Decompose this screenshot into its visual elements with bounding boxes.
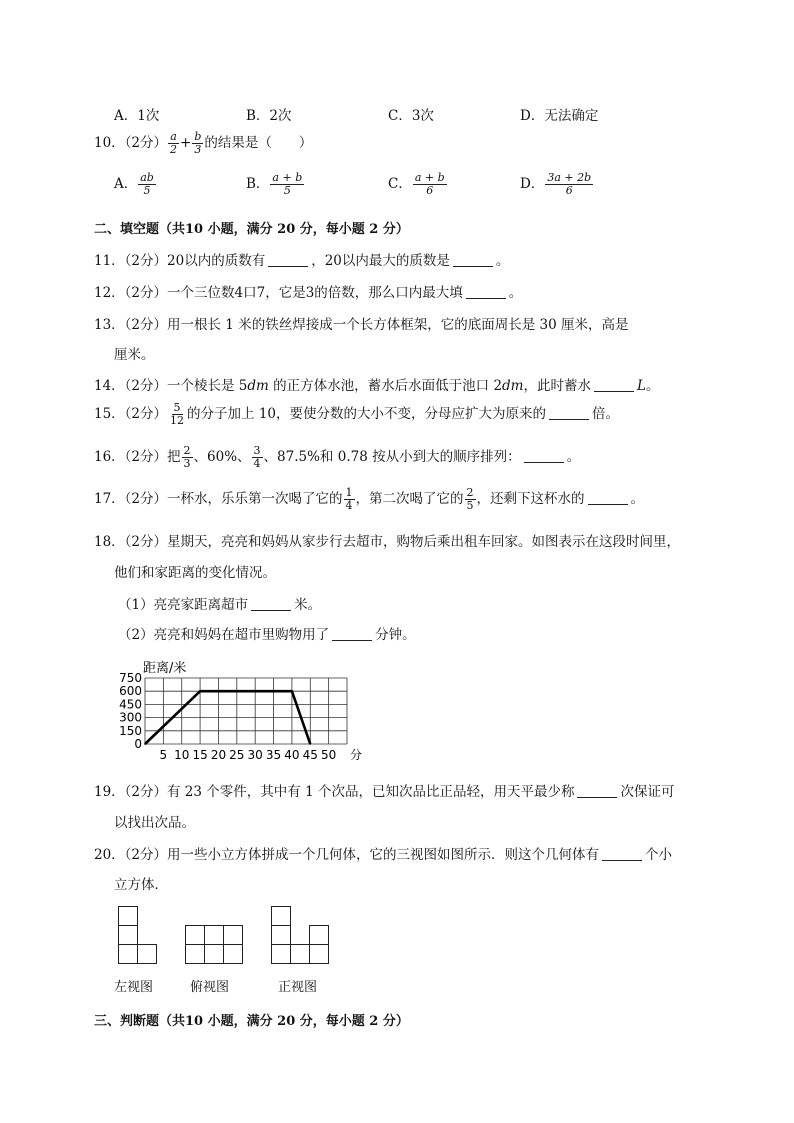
- question-16: 16．（2分）把 $\frac{2}{3}$ 、60%、 $\frac{3}{4}$ 、87.5%和 0.78 按从小到大的顺序排列： 。: [94, 444, 581, 470]
- x-tick-label: 35: [265, 748, 282, 762]
- q11-blank-2[interactable]: [453, 252, 493, 267]
- x-tick-label: 15: [192, 748, 208, 762]
- question-20-line-2: 立方体．: [114, 877, 168, 893]
- question-14: 14．（2分）一个棱长是 5dm 的正方体水池，蓄水后水面低于池口 2dm，此时蓄水 L。: [94, 378, 660, 394]
- q10-plus: +: [180, 135, 192, 151]
- left-view-label: 左视图: [114, 980, 154, 995]
- x-tick-label: 50: [320, 748, 337, 762]
- q12-blank[interactable]: [466, 284, 506, 299]
- q15-blank[interactable]: [549, 405, 589, 420]
- series-point: [291, 690, 293, 692]
- y-tick-label: 750: [119, 671, 142, 685]
- question-20-line-1: 20．（2分）用一些小立方体拼成一个几何体，它的三视图如图所示．则这个几何体有 个小: [94, 847, 673, 863]
- y-tick-label: 600: [119, 684, 142, 699]
- q10-frac-1: $\frac{a}{2}$: [170, 130, 178, 156]
- q20-blank[interactable]: [602, 846, 642, 861]
- q16-blank[interactable]: [524, 448, 564, 463]
- series-point: [144, 743, 146, 745]
- q17-blank[interactable]: [588, 490, 628, 505]
- left-view-figure: [118, 906, 158, 966]
- q10-frac-2: $\frac{b}{3}$: [194, 130, 202, 156]
- q9-option-a: A．1次: [114, 108, 160, 124]
- question-18-sub-2: （2）亮亮和妈妈在超市里购物用了 分钟。: [118, 627, 416, 643]
- q10-option-d: D． $\frac{3a + 2b}{6}$: [520, 171, 592, 197]
- x-tick-label: 10: [174, 748, 190, 762]
- y-axis-label: 距离/米: [143, 661, 187, 676]
- question-17: 17．（2分）一杯水，乐乐第一次喝了它的 $\frac{1}{4}$ ，第二次喝了它的 $\frac{2}{5}$ ，还剩下这杯水的 。: [94, 486, 645, 512]
- x-tick-label: 20: [210, 748, 227, 762]
- y-tick-label: 150: [119, 723, 142, 738]
- distance-time-chart: [110, 656, 363, 768]
- x-tick-label: 40: [284, 748, 300, 762]
- q10-score: （2分）: [124, 135, 168, 151]
- question-10: [94, 131, 312, 156]
- x-tick-label: 45: [302, 748, 318, 762]
- front-view-label: 正视图: [278, 980, 318, 995]
- q11-blank-1[interactable]: [268, 252, 308, 267]
- q10-option-a: A． $\frac{ab}{5}$: [114, 171, 154, 197]
- series-point: [199, 690, 201, 692]
- y-tick-label: 450: [119, 697, 142, 712]
- q14-blank[interactable]: [594, 377, 634, 392]
- question-18-line-2: 他们和家距离的变化情况。: [114, 565, 276, 581]
- x-tick-label: 5: [159, 748, 168, 762]
- question-11: 11．（2分）20以内的质数有 ，20以内最大的质数是 。: [94, 253, 510, 269]
- q9-option-d: D．无法确定: [520, 108, 599, 124]
- question-19-line-2: 以找出次品。: [114, 815, 195, 831]
- question-19-line-1: 19．（2分）有 23 个零件，其中有 1 个次品，已知次品比正品轻，用天平最少称 次保证可: [94, 784, 675, 800]
- q9-option-b: B．2次: [246, 108, 292, 124]
- q10-text: 的结果是（ ）: [204, 135, 313, 151]
- question-18-line-1: 18．（2分）星期天，亮亮和妈妈从家步行去超市，购物后乘出租车回家。如图表示在这段时间里，: [94, 534, 681, 550]
- x-tick-label: 25: [229, 748, 245, 762]
- q19-blank[interactable]: [577, 783, 617, 798]
- section-2-heading: 二、填空题（共10 小题，满分 20 分，每小题 2 分）: [94, 222, 409, 237]
- x-axis-label: 分: [350, 748, 363, 762]
- q10-option-b: B． $\frac{a + b}{5}$: [246, 171, 303, 197]
- q18-blank-2[interactable]: [332, 626, 372, 641]
- question-12: 12．（2分）一个三位数4口7，它是3的倍数，那么口内最大填 。: [94, 285, 523, 301]
- question-13-line-2: 厘米。: [114, 347, 155, 363]
- y-tick-label: 0: [134, 737, 142, 751]
- x-tick-label: 30: [247, 748, 263, 762]
- section-3-heading: 三、判断题（共10 小题，满分 20 分，每小题 2 分）: [94, 1014, 409, 1029]
- q10-option-c: C． $\frac{a + b}{6}$: [388, 171, 445, 197]
- top-view-label: 俯视图: [190, 980, 230, 995]
- q18-blank-1[interactable]: [251, 596, 291, 611]
- top-view-figure: [185, 925, 245, 966]
- series-point: [309, 743, 311, 745]
- question-13-line-1: 13．（2分）用一根长 1 米的铁丝焊接成一个长方体框架，它的底面周长是 30 厘米，高是: [94, 317, 629, 333]
- y-tick-label: 300: [119, 710, 142, 725]
- question-15: 15．（2分） $\frac{5}{12}$ 的分子加上 10，要使分数的大小不变，分母应扩大为原来的 倍。: [94, 401, 619, 427]
- question-18-sub-1: （1）亮亮家距离超市 米。: [118, 597, 322, 613]
- front-view-figure: [271, 906, 331, 966]
- q9-option-c: C．3次: [388, 108, 434, 124]
- q10-number: 10．: [94, 135, 125, 151]
